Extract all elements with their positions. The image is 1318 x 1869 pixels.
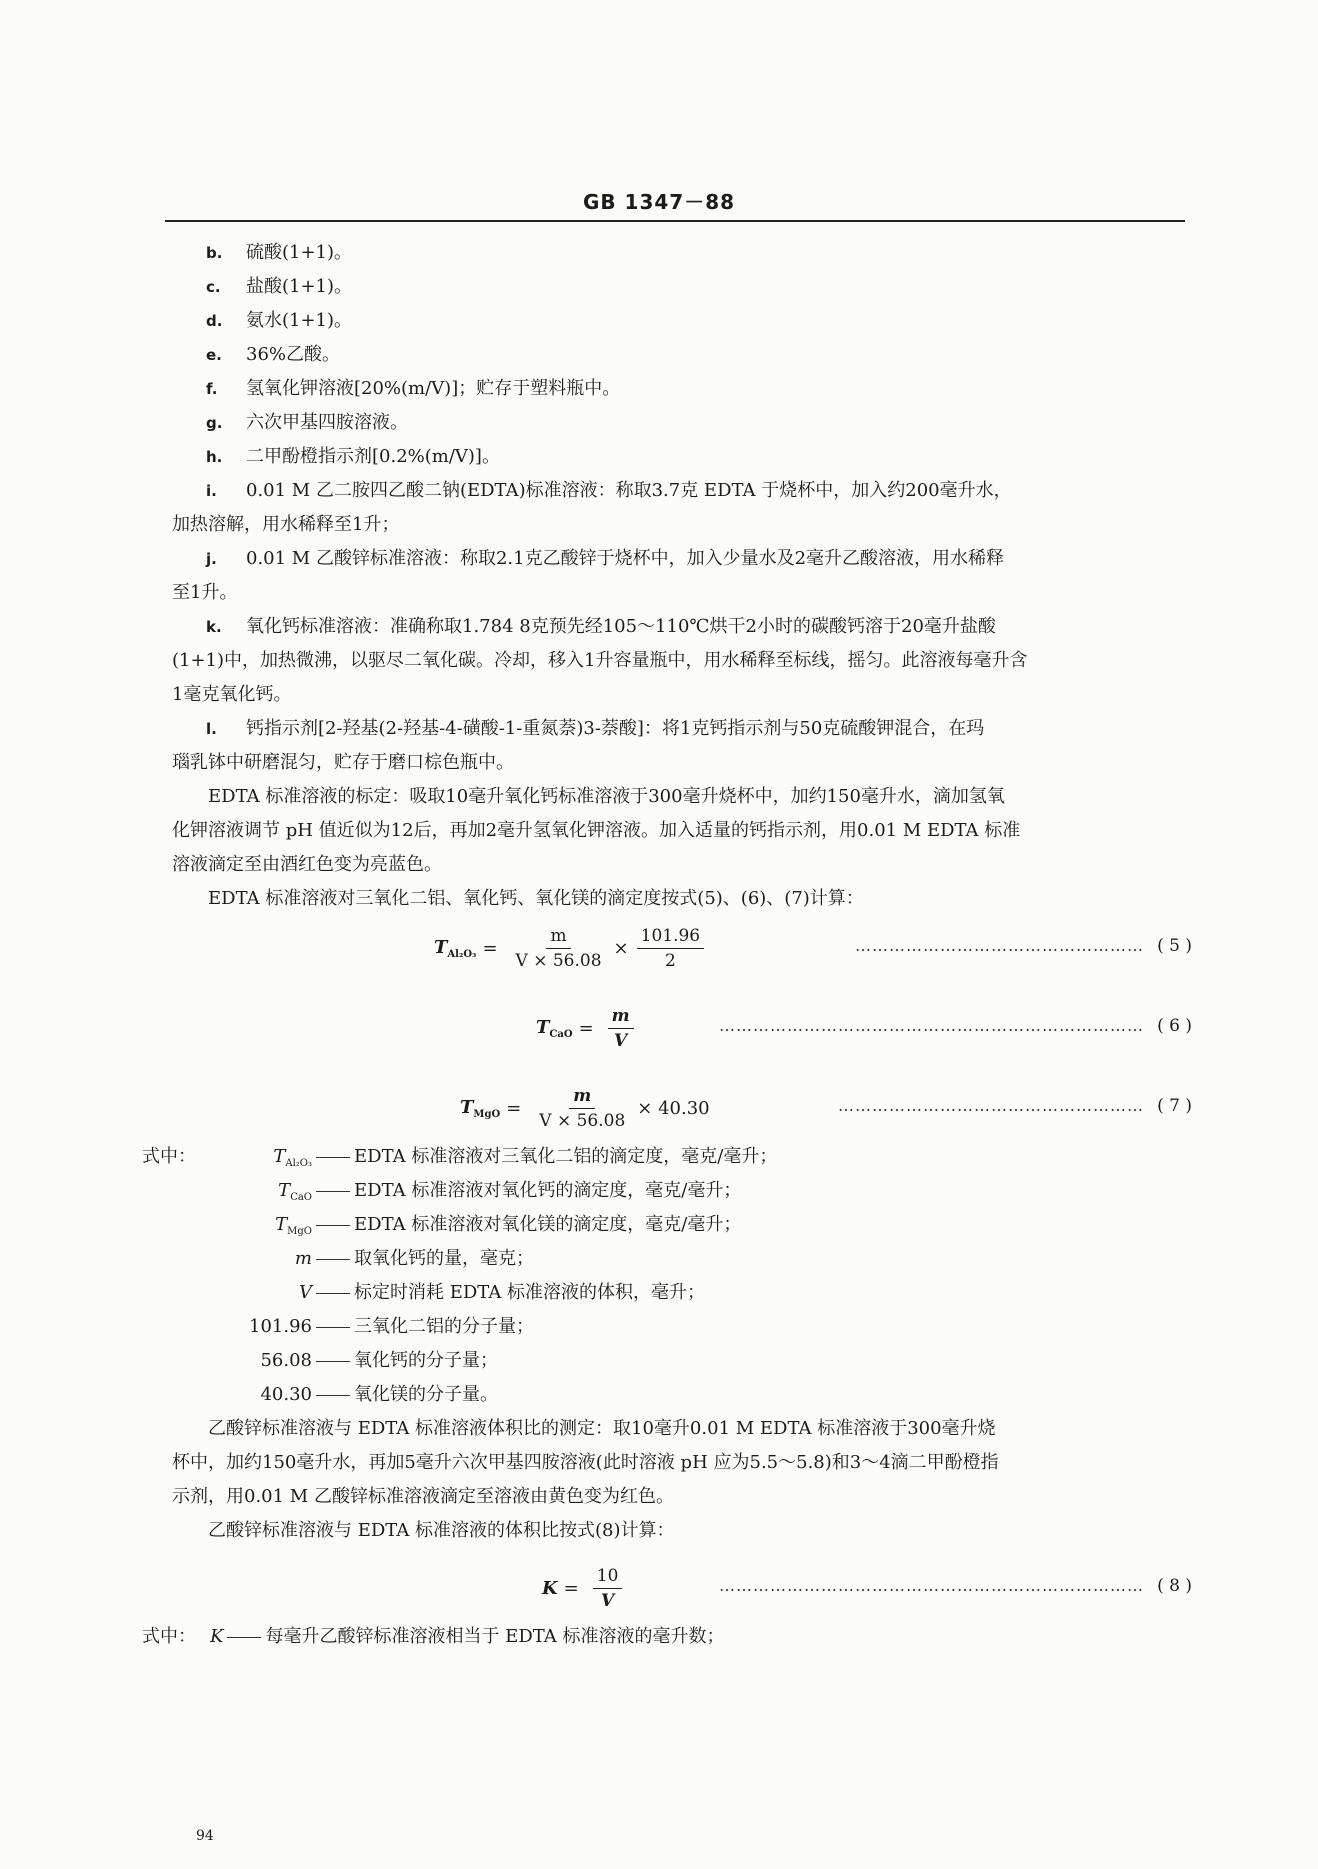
equation-number-6: ( 6 ) (1157, 1016, 1192, 1036)
standard-code-header: GB 1347－88 (582, 190, 736, 214)
volume-ratio-paragraph-cont2: 示剂，用0.01 M 乙酸锌标准溶液滴定至溶液由黄色变为红色。 (172, 1486, 674, 1507)
reagent-item-k-cont2: 1毫克氧化钙。 (172, 684, 292, 705)
reagent-item-j: j. 0.01 M 乙酸锌标准溶液：称取2.1克乙酸锌于烧杯中，加入少量水及2毫升乙酸溶液，用水稀释 (206, 548, 1005, 569)
reagent-list (172, 236, 1192, 474)
header-rule (165, 220, 1185, 222)
reagent-item: f. 氢氧化钾溶液[20%(m/V)]；贮存于塑料瓶中。 (206, 378, 621, 399)
reagent-item-l: l. 钙指示剂[2-羟基(2-羟基-4-磺酸-1-重氮萘)3-萘酸]：将1克钙指示剂与50克硫酸钾混合，在玛 (206, 718, 985, 739)
variable-definition: 101.96 三氧化二铝的分子量； (249, 1316, 534, 1337)
document-body (142, 236, 1192, 1654)
formula-5: $T_{Al_2O_3}$ = $\frac{m}{V \times 56.08}$ × $\frac{101.96}{2}$ …………………………………………… ( 5 ) (434, 925, 1192, 971)
equation-number-8: ( 8 ) (1157, 1576, 1192, 1596)
equation-number-7: ( 7 ) (1157, 1096, 1192, 1116)
reagent-item-j-cont: 至1升。 (172, 582, 238, 603)
reagent-item: g. 六次甲基四胺溶液。 (206, 412, 408, 433)
reagent-item-i: i. 0.01 M 乙二胺四乙酸二钠(EDTA)标准溶液：称取3.7克 EDTA 于烧杯中，加入约200毫升水， (206, 480, 1012, 501)
variable-definitions (142, 1140, 1192, 1412)
variable-definition: 56.08 氧化钙的分子量； (260, 1350, 498, 1371)
reagent-item-k-cont: (1+1)中，加热微沸，以驱尽二氧化碳。冷却，移入1升容量瓶中，用水稀释至标线，摇匀。此溶液每毫升含 (172, 650, 1028, 671)
calibration-paragraph-cont: 化钾溶液调节 pH 值近似为12后，再加2毫升氢氧化钾溶液。加入适量的钙指示剂，用0.01 M EDTA 标准 (172, 820, 1021, 841)
reagent-item: b. 硫酸(1+1)。 (206, 242, 353, 263)
page-number: 94 (196, 1828, 214, 1844)
reagent-item-l-cont: 瑙乳钵中研磨混匀，贮存于磨口棕色瓶中。 (172, 752, 514, 773)
titer-intro: EDTA 标准溶液对三氧化二铝、氧化钙、氧化镁的滴定度按式(5)、(6)、(7)计算： (208, 888, 864, 909)
reagent-item: c. 盐酸(1+1)。 (206, 276, 353, 297)
variable-definition: $T_{CaO}$ EDTA 标准溶液对氧化钙的滴定度，毫克/毫升； (278, 1180, 742, 1203)
ratio-intro: 乙酸锌标准溶液与 EDTA 标准溶液的体积比按式(8)计算： (208, 1520, 675, 1541)
volume-ratio-paragraph-cont: 杯中，加约150毫升水，再加5毫升六次甲基四胺溶液(此时溶液 pH 应为5.5～5.8)和3～4滴二甲酚橙指 (172, 1452, 999, 1473)
variable-definition: m 取氧化钙的量，毫克； (294, 1248, 534, 1269)
reagent-item: d. 氨水(1+1)。 (206, 310, 353, 331)
variable-definition: 式中： $T_{Al_2O_3}$ EDTA 标准溶液对三氧化二铝的滴定度，毫克/毫升； (142, 1146, 778, 1169)
definition-k: 式中： K 每毫升乙酸锌标准溶液相当于 EDTA 标准溶液的毫升数； (142, 1626, 725, 1647)
variable-definition: 40.30 氧化镁的分子量。 (260, 1384, 498, 1405)
reagent-item: h. 二甲酚橙指示剂[0.2%(m/V)]。 (206, 446, 500, 467)
reagent-item-i-cont: 加热溶解，用水稀释至1升； (172, 514, 400, 535)
variable-definition: $T_{MgO}$ EDTA 标准溶液对氧化镁的滴定度，毫克/毫升； (275, 1214, 742, 1237)
formula-8: K = $\frac{10}{V}$ ………………………………………………………………… ( 8 ) (542, 1565, 1192, 1611)
variable-definition: V 标定时消耗 EDTA 标准溶液的体积，毫升； (299, 1282, 706, 1303)
formula-5-lhs: $T_{Al_2O_3}$ (434, 936, 477, 960)
formula-7: $T_{MgO}$ = $\frac{m}{V \times 56.08}$ × 40.30 ……………………………………………… ( 7 ) (460, 1085, 1192, 1131)
equation-number-5: ( 5 ) (1157, 936, 1192, 956)
calibration-paragraph-cont2: 溶液滴定至由酒红色变为亮蓝色。 (172, 854, 442, 875)
volume-ratio-paragraph: 乙酸锌标准溶液与 EDTA 标准溶液体积比的测定：取10毫升0.01 M EDTA 标准溶液于300毫升烧 (208, 1418, 996, 1439)
reagent-item: e. 36%乙酸。 (206, 344, 341, 365)
calibration-paragraph: EDTA 标准溶液的标定：吸取10毫升氧化钙标准溶液于300毫升烧杯中，加约150毫升水，滴加氢氧 (208, 786, 1005, 807)
reagent-item-k: k. 氧化钙标准溶液：准确称取1.784 8克预先经105～110℃烘干2小时的碳酸钙溶于20毫升盐酸 (206, 616, 996, 637)
formula-6: $T_{CaO}$ = $\frac{m}{V}$ ………………………………………………………………… ( 6 ) (536, 1005, 1192, 1051)
